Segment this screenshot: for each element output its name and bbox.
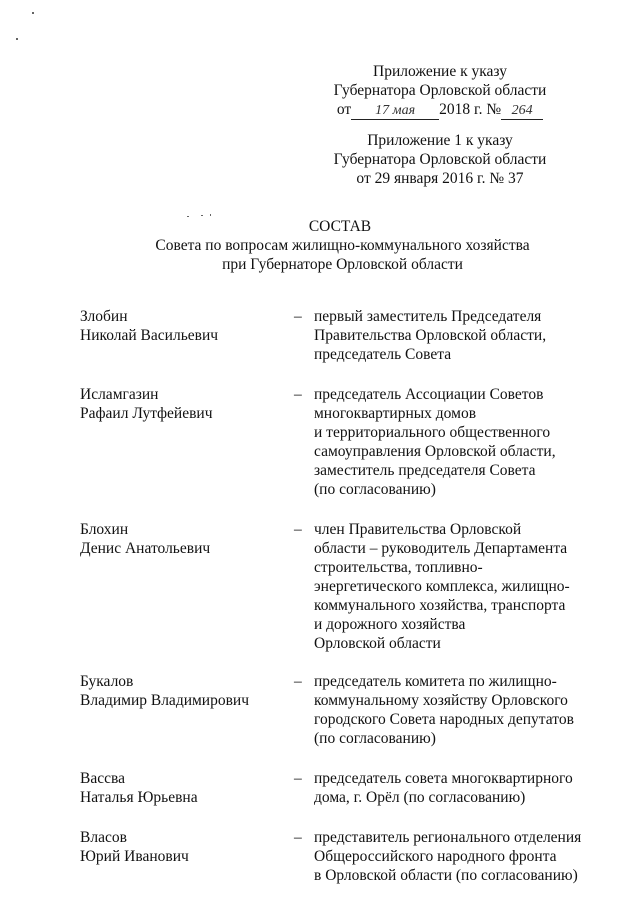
member-row — [80, 672, 600, 748]
member-name — [80, 385, 294, 499]
dash-separator: – — [294, 386, 302, 403]
dash-separator: – — [294, 770, 302, 787]
member-role-line: строительства, топливно- — [314, 559, 483, 576]
member-role-line: Общероссийского народного фронта — [314, 848, 557, 865]
member-role-line: (по согласованию) — [314, 730, 436, 747]
member-role-line: области – руководитель Департамента — [314, 540, 568, 557]
document-title: СОСТАВ — [308, 218, 372, 235]
member-role-line: первый заместитель Председателя — [314, 308, 542, 325]
handwritten-date: 17 мая — [351, 103, 439, 120]
handwritten-number: 264 — [501, 103, 543, 120]
appendix-date-line — [300, 100, 580, 120]
member-surname: Злобин — [80, 308, 128, 325]
member-role-line: и территориального общественного — [314, 424, 551, 441]
member-role-line: председатель Ассоциации Советов — [314, 386, 544, 403]
member-role-line: энергетического комплекса, жилищно- — [314, 578, 570, 595]
member-role-line: коммунального хозяйства, транспорта — [314, 597, 566, 614]
member-role-line: член Правительства Орловской — [314, 521, 522, 538]
member-role-line: многоквартирных домов — [314, 405, 477, 422]
scan-speck — [201, 215, 203, 216]
member-role — [314, 769, 600, 807]
members-list — [80, 307, 600, 885]
member-name — [80, 769, 294, 807]
appendix-line: Приложение 1 к указу — [367, 132, 513, 149]
appendix-block-current — [300, 62, 580, 120]
dash-separator: – — [294, 521, 302, 538]
document-subtitle: Совета по вопросам жилищно-коммунального хозяйства — [155, 237, 530, 254]
member-role — [314, 385, 600, 499]
member-role-line: (по согласованию) — [314, 481, 436, 498]
member-given: Владимир Владимирович — [80, 692, 250, 709]
member-surname: Букалов — [80, 673, 134, 690]
member-role-line: председатель совета многоквартирного — [314, 770, 573, 787]
member-row — [80, 520, 600, 653]
member-role-line: Орловской области — [314, 635, 441, 652]
dash-separator: – — [294, 829, 302, 846]
member-given: Наталья Юрьевна — [80, 789, 198, 806]
member-role-line: дома, г. Орёл (по согласованию) — [314, 789, 526, 806]
member-surname: Блохин — [80, 521, 129, 538]
member-row — [80, 385, 600, 499]
member-role — [314, 828, 600, 885]
appendix-block-original — [300, 131, 580, 188]
member-name — [80, 672, 294, 748]
member-role-line: городского Совета народных депутатов — [314, 711, 574, 728]
member-role-line: самоуправления Орловской области, — [314, 443, 556, 460]
member-role-line: председатель Совета — [314, 346, 452, 363]
member-given: Рафаил Лутфейевич — [80, 405, 213, 422]
member-role-line: заместитель председателя Совета — [314, 462, 536, 479]
member-given: Денис Анатольевич — [80, 540, 211, 557]
member-role-line: Правительства Орловской области, — [314, 327, 547, 344]
appendix-line: от 29 января 2016 г. № 37 — [356, 170, 524, 187]
member-name — [80, 307, 294, 364]
member-role-line: представитель регионального отделения — [314, 829, 582, 846]
member-name — [80, 828, 294, 885]
member-role — [314, 307, 600, 364]
member-role — [314, 520, 600, 653]
member-row — [80, 769, 600, 807]
member-role — [314, 672, 600, 748]
document-heading — [0, 217, 640, 274]
member-surname: Вассва — [80, 770, 125, 787]
dash-separator: – — [294, 673, 302, 690]
scan-speck — [32, 12, 34, 14]
document-subtitle: при Губернаторе Орловской области — [222, 256, 463, 273]
member-given: Николай Васильевич — [80, 327, 219, 344]
member-surname: Власов — [80, 829, 127, 846]
member-name — [80, 520, 294, 653]
member-role-line: и дорожного хозяйства — [314, 616, 466, 633]
appendix-line: Приложение к указу — [373, 63, 507, 80]
member-given: Юрий Иванович — [80, 848, 189, 865]
member-surname: Исламгазин — [80, 386, 159, 403]
year-label: 2018 г. № — [439, 101, 502, 118]
dash-separator: – — [294, 308, 302, 325]
scan-speck — [16, 38, 18, 40]
appendix-line: Губернатора Орловской области — [333, 151, 547, 168]
member-role-line: председатель комитета по жилищно- — [314, 673, 557, 690]
member-row — [80, 828, 600, 885]
scan-speck — [210, 214, 211, 216]
member-role-line: коммунальному хозяйству Орловского — [314, 692, 568, 709]
from-label: от — [336, 101, 352, 118]
appendix-line: Губернатора Орловской области — [333, 82, 547, 99]
member-row — [80, 307, 600, 364]
member-role-line: в Орловской области (по согласованию) — [314, 867, 578, 884]
